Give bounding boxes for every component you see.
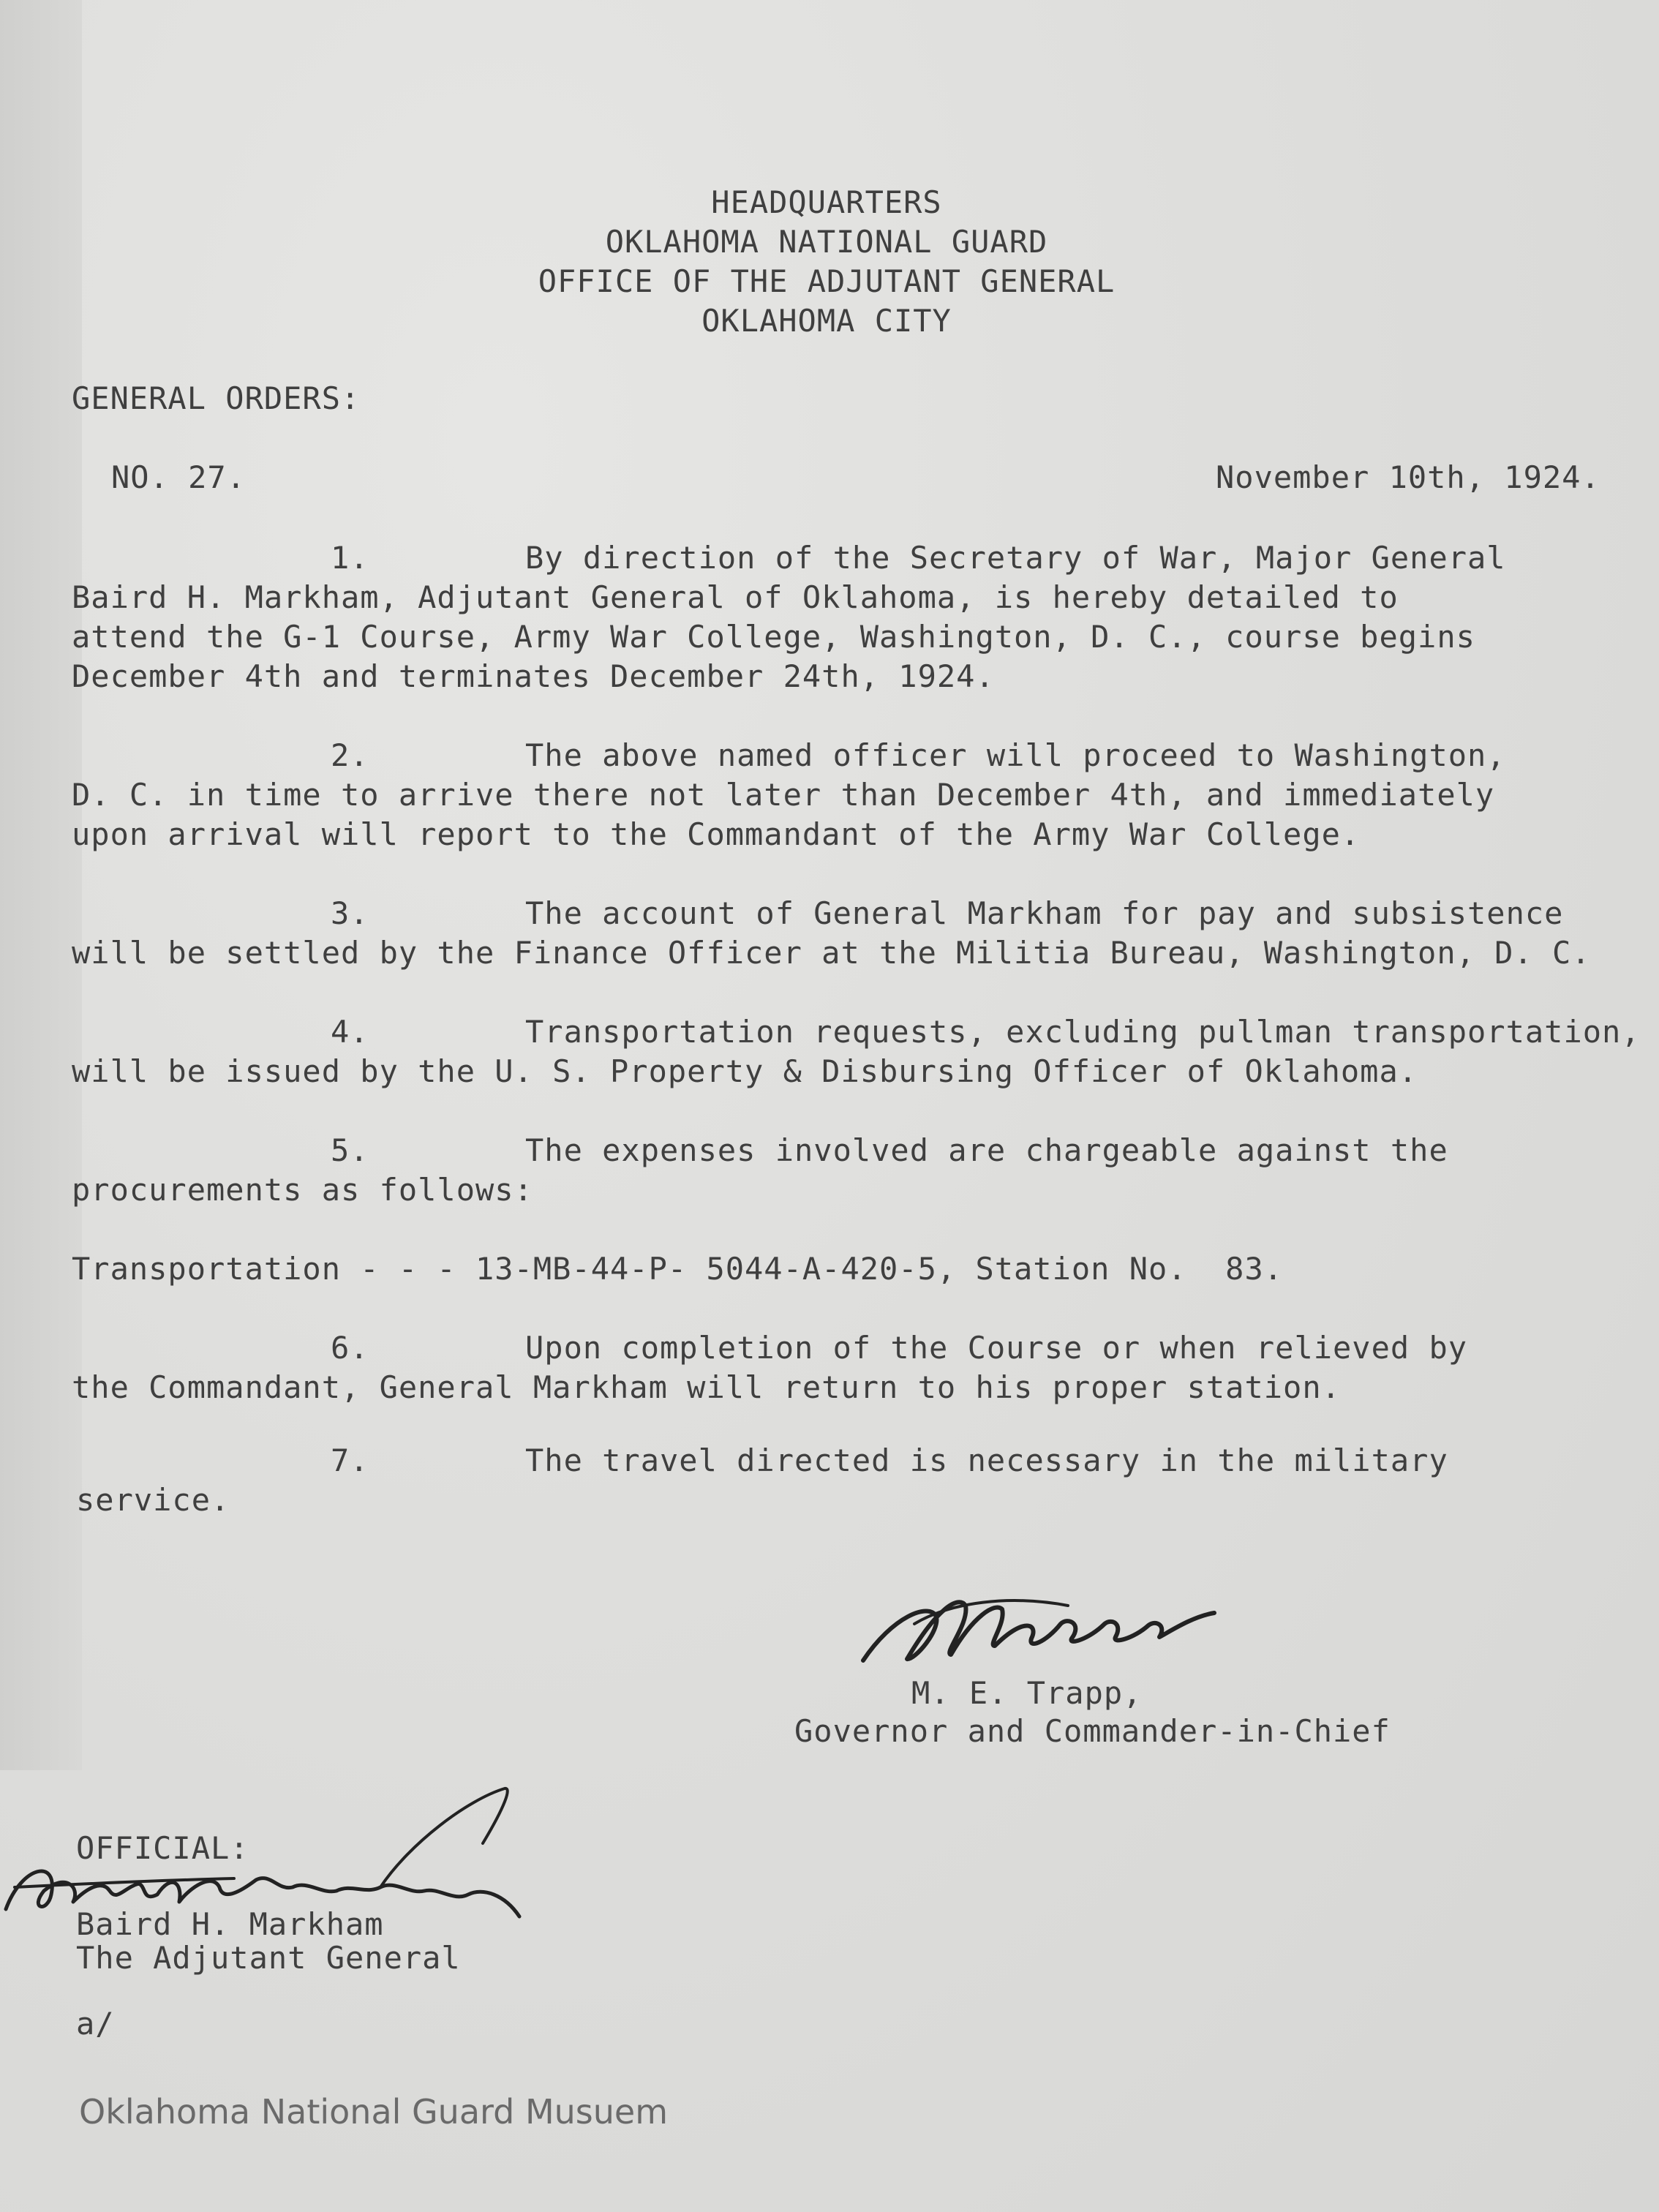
- paragraph-line: December 4th and terminates December 24th, 1924.: [72, 658, 995, 694]
- general-orders-label: GENERAL ORDERS:: [72, 380, 361, 416]
- paragraph-number: 2.: [331, 737, 369, 773]
- header-line-2: OKLAHOMA NATIONAL GUARD: [605, 224, 1048, 260]
- typist-initials: a/: [76, 2006, 115, 2042]
- official-label: OFFICIAL:: [76, 1830, 249, 1866]
- paragraph-line: The travel directed is necessary in the military: [525, 1442, 1448, 1478]
- transportation-line: Transportation - - - 13-MB-44-P- 5044-A-420-5, Station No. 83.: [72, 1251, 1284, 1287]
- paragraph-line: Upon completion of the Course or when relieved by: [525, 1330, 1468, 1366]
- paragraph-number: 5.: [331, 1132, 369, 1168]
- paragraph-line: the Commandant, General Markham will return to his proper station.: [72, 1369, 1341, 1405]
- paragraph-line: will be issued by the U. S. Property & Disbursing Officer of Oklahoma.: [72, 1053, 1418, 1089]
- paragraph-line: The above named officer will proceed to Washington,: [525, 737, 1506, 773]
- paragraph-line: D. C. in time to arrive there not later than December 4th, and immediately: [72, 777, 1495, 813]
- paragraph-number: 1.: [331, 540, 369, 576]
- paragraph-line: attend the G-1 Course, Army War College, Washington, D. C., course begins: [72, 619, 1475, 655]
- governor-title: Governor and Commander-in-Chief: [794, 1713, 1391, 1749]
- paragraph-line: procurements as follows:: [72, 1172, 533, 1208]
- paragraph-number: 6.: [331, 1330, 369, 1366]
- paragraph-line: Baird H. Markham, Adjutant General of Oklahoma, is hereby detailed to: [72, 579, 1399, 615]
- paragraph-line: service.: [76, 1482, 230, 1518]
- page-edge-shadow: [0, 0, 82, 1770]
- governor-signature-image: [849, 1573, 1244, 1682]
- paragraph-number: 4.: [331, 1014, 369, 1050]
- paragraph-line: By direction of the Secretary of War, Major General: [525, 540, 1506, 576]
- official-name: Baird H. Markham: [76, 1906, 384, 1942]
- header-line-4: OKLAHOMA CITY: [701, 303, 952, 339]
- museum-watermark: Oklahoma National Guard Musuem: [79, 2092, 669, 2132]
- order-number: NO. 27.: [111, 459, 247, 495]
- paragraph-line: upon arrival will report to the Commandant of the Army War College.: [72, 816, 1361, 852]
- governor-name: M. E. Trapp,: [911, 1675, 1143, 1711]
- header-line-1: HEADQUARTERS: [711, 184, 942, 220]
- header-line-3: OFFICE OF THE ADJUTANT GENERAL: [538, 263, 1116, 299]
- paragraph-line: Transportation requests, excluding pullman transportation,: [525, 1014, 1641, 1050]
- paragraph-number: 3.: [331, 895, 369, 931]
- paragraph-line: The account of General Markham for pay and subsistence: [525, 895, 1564, 931]
- order-date: November 10th, 1924.: [1216, 459, 1600, 495]
- paragraph-line: The expenses involved are chargeable against the: [525, 1132, 1448, 1168]
- paragraph-number: 7.: [331, 1442, 369, 1478]
- paragraph-line: will be settled by the Finance Officer at the Militia Bureau, Washington, D. C.: [72, 935, 1591, 971]
- official-title: The Adjutant General: [76, 1940, 461, 1976]
